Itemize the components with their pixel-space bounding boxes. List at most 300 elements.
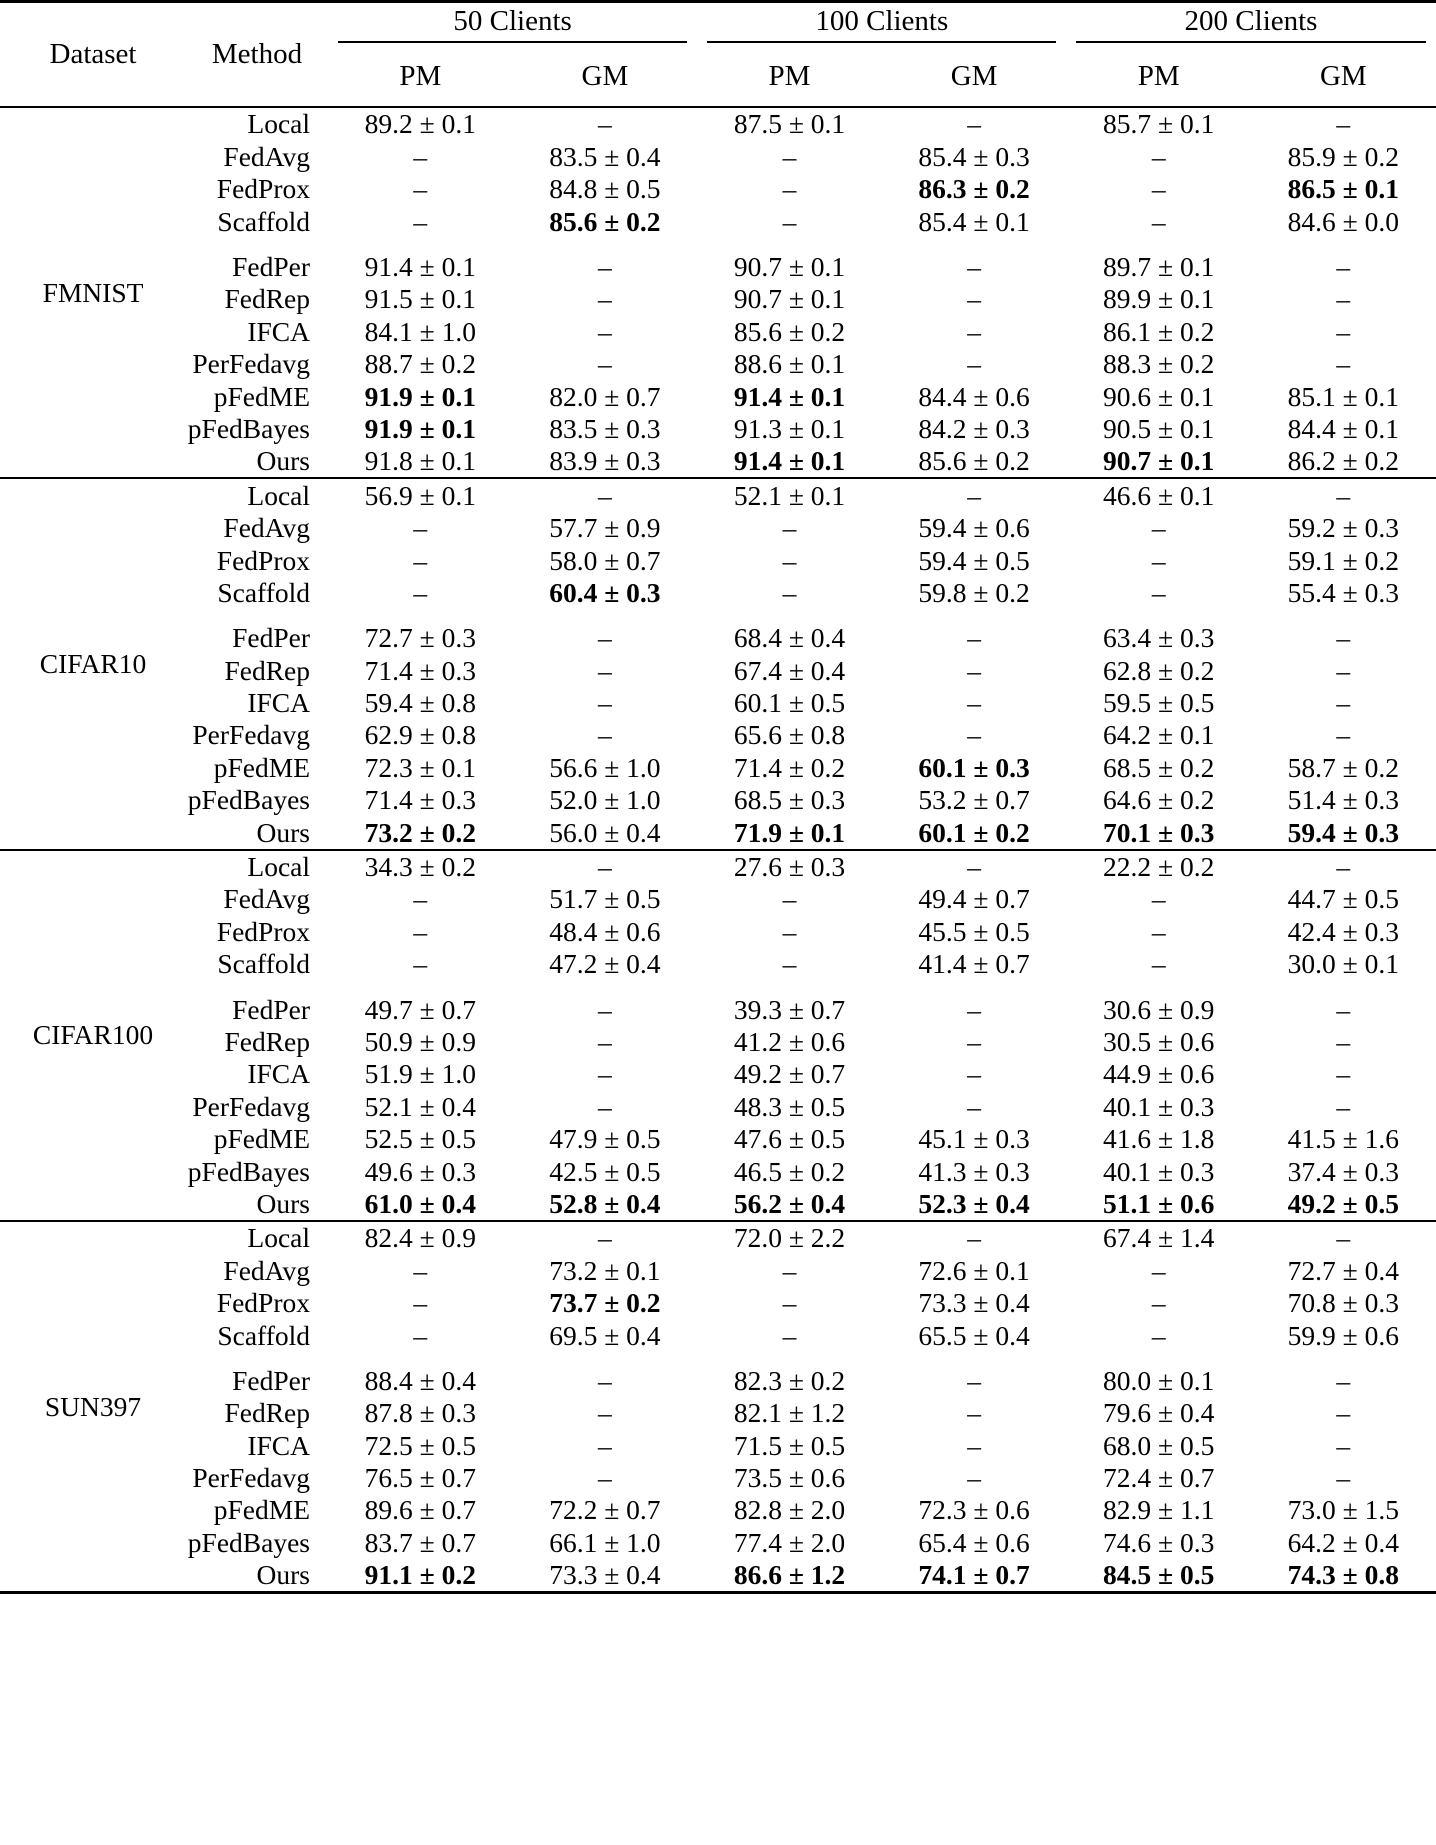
value-cell-empty: – (782, 948, 797, 980)
value-cell: 59.2 ± 0.3 (1287, 512, 1399, 544)
value-cell: 30.6 ± 0.9 (1103, 993, 1215, 1025)
value-cell: 56.2 ± 0.4 (733, 1187, 846, 1219)
column-header-method: Method (186, 2, 328, 108)
value-cell: 52.5 ± 0.5 (364, 1123, 476, 1155)
value-cell-empty: – (1336, 1058, 1351, 1090)
value-cell-empty: – (598, 1025, 612, 1057)
value-cell-empty: – (967, 1364, 981, 1396)
value-cell: 41.2 ± 0.6 (733, 1025, 846, 1057)
value-cell: 34.3 ± 0.2 (328, 850, 513, 883)
table-row (0, 576, 1436, 608)
value-cell: 84.4 ± 0.6 (918, 380, 1030, 412)
value-cell-empty: – (1336, 687, 1351, 719)
method-label: pFedME (213, 380, 310, 412)
value-cell-empty: – (1151, 1319, 1166, 1351)
value-cell: 72.3 ± 0.6 (918, 1494, 1030, 1526)
value-cell-empty: – (598, 1058, 612, 1090)
value-cell: 64.2 ± 0.1 (1103, 719, 1215, 751)
value-cell: 70.1 ± 0.3 (1103, 816, 1215, 848)
table-row (0, 1026, 1436, 1058)
value-cell-empty: – (967, 719, 981, 751)
value-cell: 68.5 ± 0.3 (733, 784, 846, 816)
value-cell-empty: – (1151, 948, 1166, 980)
value-cell: 88.3 ± 0.2 (1103, 348, 1215, 380)
value-cell: 85.7 ± 0.1 (1066, 107, 1251, 140)
value-cell-empty: – (1151, 205, 1166, 237)
value-cell: 91.9 ± 0.1 (364, 412, 476, 444)
value-cell: 64.6 ± 0.2 (1103, 784, 1215, 816)
value-cell: 71.4 ± 0.2 (733, 751, 846, 783)
value-cell: 68.5 ± 0.2 (1103, 751, 1215, 783)
method-label: Local (186, 1221, 328, 1254)
method-label: IFCA (247, 687, 310, 719)
value-cell: 60.1 ± 0.3 (918, 751, 1030, 783)
value-cell: 84.5 ± 0.5 (1103, 1559, 1215, 1591)
row-spacer-cell (186, 1351, 1436, 1364)
method-label: FedProx (216, 544, 310, 576)
value-cell: 69.5 ± 0.4 (549, 1319, 661, 1351)
value-cell: 71.9 ± 0.1 (733, 816, 846, 848)
value-cell: 76.5 ± 0.7 (364, 1462, 476, 1494)
value-cell: 41.4 ± 0.7 (918, 948, 1030, 980)
table-header (0, 2, 1436, 108)
method-label: FedRep (224, 283, 310, 315)
value-cell: 80.0 ± 0.1 (1103, 1364, 1215, 1396)
method-label: PerFedavg (192, 719, 310, 751)
value-cell: 91.5 ± 0.1 (364, 283, 476, 315)
table-row (0, 1188, 1436, 1221)
value-cell: 89.9 ± 0.1 (1103, 283, 1215, 315)
table-row (0, 687, 1436, 719)
value-cell-empty: – (598, 1462, 612, 1494)
value-cell: 73.3 ± 0.4 (918, 1287, 1030, 1319)
value-cell-empty: – (598, 348, 612, 380)
column-group-header-50-clients (328, 2, 697, 51)
table-row (0, 544, 1436, 576)
value-cell: 79.6 ± 0.4 (1103, 1397, 1215, 1429)
value-cell: 91.4 ± 0.1 (733, 380, 846, 412)
method-label: FedProx (216, 1287, 310, 1319)
value-cell-empty: – (598, 251, 612, 282)
table-row (0, 883, 1436, 915)
dataset-label-sun397: SUN397 (0, 1221, 186, 1591)
method-label: FedPer (232, 1364, 310, 1396)
table-row (0, 654, 1436, 686)
column-group-header-200-clients (1066, 2, 1435, 51)
value-cell-empty: – (882, 1221, 1067, 1254)
value-cell: 49.4 ± 0.7 (918, 883, 1030, 915)
table-row (0, 173, 1436, 205)
value-cell: 65.6 ± 0.8 (733, 719, 846, 751)
value-cell: 42.5 ± 0.5 (549, 1155, 661, 1187)
table-bottom-rule (0, 1591, 1436, 1593)
value-cell-empty: – (413, 883, 428, 915)
method-label: Local (186, 478, 328, 511)
value-cell: 68.0 ± 0.5 (1103, 1429, 1215, 1461)
value-cell: 37.4 ± 0.3 (1287, 1155, 1399, 1187)
value-cell: 46.6 ± 0.1 (1066, 478, 1251, 511)
value-cell: 85.6 ± 0.2 (549, 205, 661, 237)
value-cell-empty: – (782, 544, 797, 576)
value-cell: 82.4 ± 0.9 (328, 1221, 513, 1254)
method-label: FedRep (224, 1397, 310, 1429)
value-cell-empty: – (967, 1462, 981, 1494)
table-row (0, 1559, 1436, 1591)
value-cell: 72.4 ± 0.7 (1103, 1462, 1215, 1494)
value-cell-empty: – (413, 948, 428, 980)
value-cell: 83.7 ± 0.7 (364, 1526, 476, 1558)
row-spacer-cell (186, 238, 1436, 251)
value-cell: 82.1 ± 1.2 (733, 1397, 846, 1429)
value-cell: 67.4 ± 1.4 (1066, 1221, 1251, 1254)
value-cell: 91.4 ± 0.1 (364, 251, 476, 282)
value-cell: 52.3 ± 0.4 (918, 1187, 1030, 1219)
value-cell: 56.9 ± 0.1 (328, 478, 513, 511)
value-cell: 53.2 ± 0.7 (918, 784, 1030, 816)
value-cell: 70.8 ± 0.3 (1287, 1287, 1399, 1319)
value-cell: 84.4 ± 0.1 (1287, 412, 1399, 444)
value-cell-empty: – (413, 1319, 428, 1351)
table-row (0, 140, 1436, 172)
value-cell-empty: – (413, 1254, 428, 1286)
row-spacer (0, 609, 1436, 622)
value-cell: 91.4 ± 0.1 (733, 445, 846, 477)
value-cell-empty: – (967, 993, 981, 1025)
value-cell-empty: – (782, 205, 797, 237)
value-cell: 59.4 ± 0.8 (364, 687, 476, 719)
value-cell: 52.8 ± 0.4 (549, 1187, 661, 1219)
value-cell-empty: – (598, 1397, 612, 1429)
value-cell-empty: – (882, 850, 1067, 883)
value-cell: 49.7 ± 0.7 (364, 993, 476, 1025)
value-cell: 27.6 ± 0.3 (697, 850, 882, 883)
value-cell-empty: – (1336, 719, 1351, 751)
table-row (0, 1364, 1436, 1396)
value-cell-empty: – (967, 654, 981, 686)
value-cell: 51.4 ± 0.3 (1287, 784, 1399, 816)
column-header-dataset: Dataset (0, 2, 186, 108)
value-cell-empty: – (513, 850, 698, 883)
value-cell-empty: – (1151, 883, 1166, 915)
value-cell: 50.9 ± 0.9 (364, 1025, 476, 1057)
value-cell: 58.7 ± 0.2 (1287, 751, 1399, 783)
value-cell: 41.6 ± 1.8 (1103, 1123, 1215, 1155)
value-cell: 71.4 ± 0.3 (364, 654, 476, 686)
value-cell: 72.7 ± 0.4 (1287, 1254, 1399, 1286)
method-label: FedAvg (223, 512, 310, 544)
table-row (0, 1287, 1436, 1319)
table-row (0, 1526, 1436, 1558)
value-cell-empty: – (782, 883, 797, 915)
value-cell: 60.4 ± 0.3 (549, 576, 661, 608)
value-cell: 72.6 ± 0.1 (918, 1254, 1030, 1286)
value-cell-empty: – (967, 1025, 981, 1057)
column-header-200-gm: GM (1319, 59, 1367, 92)
method-label: pFedME (213, 1494, 310, 1526)
method-label: Scaffold (217, 576, 310, 608)
value-cell: 47.6 ± 0.5 (733, 1123, 846, 1155)
value-cell: 22.2 ± 0.2 (1066, 850, 1251, 883)
value-cell: 87.8 ± 0.3 (364, 1397, 476, 1429)
method-label: Scaffold (217, 205, 310, 237)
value-cell-empty: – (413, 915, 428, 947)
value-cell: 85.4 ± 0.3 (918, 140, 1030, 172)
value-cell-empty: – (782, 173, 797, 205)
value-cell-empty: – (598, 687, 612, 719)
value-cell: 62.8 ± 0.2 (1103, 654, 1215, 686)
value-cell: 86.2 ± 0.2 (1287, 445, 1399, 477)
table-row (0, 1462, 1436, 1494)
value-cell-empty: – (1336, 1025, 1351, 1057)
value-cell: 90.7 ± 0.1 (733, 251, 846, 282)
header-group-row (0, 2, 1436, 51)
group-label-200-clients: 200 Clients (1076, 7, 1425, 43)
method-label: pFedME (213, 1123, 310, 1155)
value-cell-empty: – (782, 1319, 797, 1351)
value-cell: 83.5 ± 0.4 (549, 140, 661, 172)
value-cell-empty: – (967, 348, 981, 380)
table-row (0, 948, 1436, 980)
value-cell: 73.2 ± 0.1 (549, 1254, 661, 1286)
column-header-100-pm: PM (768, 59, 811, 92)
value-cell: 71.4 ± 0.3 (364, 784, 476, 816)
row-spacer-cell (186, 609, 1436, 622)
value-cell: 73.5 ± 0.6 (733, 1462, 846, 1494)
value-cell: 72.3 ± 0.1 (364, 751, 476, 783)
value-cell-empty: – (1251, 850, 1436, 883)
value-cell: 65.5 ± 0.4 (918, 1319, 1030, 1351)
value-cell: 40.1 ± 0.3 (1103, 1090, 1215, 1122)
value-cell: 86.6 ± 1.2 (733, 1559, 846, 1591)
value-cell: 90.5 ± 0.1 (1103, 412, 1215, 444)
value-cell: 30.5 ± 0.6 (1103, 1025, 1215, 1057)
table-row (0, 751, 1436, 783)
method-label: FedRep (224, 1025, 310, 1057)
value-cell-empty: – (1151, 1287, 1166, 1319)
table-row (0, 413, 1436, 445)
value-cell: 86.3 ± 0.2 (918, 173, 1030, 205)
value-cell: 90.7 ± 0.1 (733, 283, 846, 315)
value-cell: 72.5 ± 0.5 (364, 1429, 476, 1461)
method-label: FedProx (216, 915, 310, 947)
value-cell: 68.4 ± 0.4 (733, 622, 846, 654)
value-cell: 59.9 ± 0.6 (1287, 1319, 1399, 1351)
table-row (0, 478, 1436, 511)
table-row (0, 1319, 1436, 1351)
value-cell: 57.7 ± 0.9 (549, 512, 661, 544)
value-cell-empty: – (413, 576, 428, 608)
value-cell: 39.3 ± 0.7 (733, 993, 846, 1025)
value-cell-empty: – (967, 687, 981, 719)
value-cell: 74.1 ± 0.7 (918, 1559, 1030, 1591)
method-label: PerFedavg (192, 1090, 310, 1122)
table-row (0, 107, 1436, 140)
value-cell-empty: – (1336, 622, 1351, 654)
row-spacer (0, 1351, 1436, 1364)
value-cell: 85.6 ± 0.2 (918, 445, 1030, 477)
method-label: pFedME (213, 751, 310, 783)
value-cell: 73.0 ± 1.5 (1287, 1494, 1399, 1526)
value-cell: 59.8 ± 0.2 (918, 576, 1030, 608)
method-label: FedAvg (223, 140, 310, 172)
value-cell: 88.7 ± 0.2 (364, 348, 476, 380)
value-cell: 85.9 ± 0.2 (1287, 140, 1399, 172)
value-cell: 49.2 ± 0.5 (1287, 1187, 1399, 1219)
value-cell: 73.7 ± 0.2 (549, 1287, 661, 1319)
value-cell: 52.1 ± 0.1 (697, 478, 882, 511)
table-row (0, 915, 1436, 947)
value-cell-empty: – (1251, 478, 1436, 511)
value-cell: 83.9 ± 0.3 (549, 445, 661, 477)
value-cell: 91.9 ± 0.1 (364, 380, 476, 412)
value-cell-empty: – (598, 315, 612, 347)
value-cell: 74.3 ± 0.8 (1287, 1559, 1399, 1591)
value-cell: 45.5 ± 0.5 (918, 915, 1030, 947)
method-label: FedProx (216, 173, 310, 205)
value-cell: 87.5 ± 0.1 (697, 107, 882, 140)
value-cell: 82.9 ± 1.1 (1103, 1494, 1215, 1526)
value-cell-empty: – (598, 993, 612, 1025)
method-label: PerFedavg (192, 348, 310, 380)
method-label: FedPer (232, 993, 310, 1025)
value-cell-empty: – (1336, 1462, 1351, 1494)
method-label: Local (186, 107, 328, 140)
value-cell: 59.4 ± 0.6 (918, 512, 1030, 544)
table-row (0, 205, 1436, 237)
table-row (0, 1221, 1436, 1254)
value-cell: 51.1 ± 0.6 (1103, 1187, 1215, 1219)
method-label: Ours (256, 1559, 310, 1591)
value-cell-empty: – (1251, 1221, 1436, 1254)
method-label: IFCA (247, 1429, 310, 1461)
dataset-label-cifar100: CIFAR100 (0, 850, 186, 1221)
value-cell: 61.0 ± 0.4 (364, 1187, 476, 1219)
table-row (0, 816, 1436, 849)
table-body (0, 107, 1436, 1593)
value-cell: 84.6 ± 0.0 (1287, 205, 1399, 237)
value-cell: 64.2 ± 0.4 (1287, 1526, 1399, 1558)
value-cell: 60.1 ± 0.2 (918, 816, 1030, 848)
value-cell: 41.3 ± 0.3 (918, 1155, 1030, 1187)
value-cell: 52.1 ± 0.4 (364, 1090, 476, 1122)
value-cell: 85.4 ± 0.1 (918, 205, 1030, 237)
value-cell: 44.9 ± 0.6 (1103, 1058, 1215, 1090)
method-label: IFCA (247, 1058, 310, 1090)
method-label: FedAvg (223, 883, 310, 915)
value-cell-empty: – (413, 140, 428, 172)
value-cell-empty: – (882, 107, 1067, 140)
value-cell-empty: – (598, 1364, 612, 1396)
value-cell: 91.8 ± 0.1 (364, 445, 476, 477)
value-cell-empty: – (1336, 1397, 1351, 1429)
value-cell: 62.9 ± 0.8 (364, 719, 476, 751)
value-cell: 83.5 ± 0.3 (549, 412, 661, 444)
value-cell: 71.5 ± 0.5 (733, 1429, 846, 1461)
value-cell: 48.4 ± 0.6 (549, 915, 661, 947)
value-cell-empty: – (1336, 251, 1351, 282)
table-row (0, 622, 1436, 654)
table-row (0, 784, 1436, 816)
value-cell-empty: – (598, 654, 612, 686)
value-cell: 66.1 ± 1.0 (549, 1526, 661, 1558)
value-cell: 85.1 ± 0.1 (1287, 380, 1399, 412)
value-cell-empty: – (598, 283, 612, 315)
value-cell: 74.6 ± 0.3 (1103, 1526, 1215, 1558)
method-label: pFedBayes (187, 1526, 310, 1558)
value-cell: 56.6 ± 1.0 (549, 751, 661, 783)
value-cell: 86.5 ± 0.1 (1287, 173, 1399, 205)
value-cell-empty: – (413, 512, 428, 544)
value-cell: 67.4 ± 0.4 (733, 654, 846, 686)
value-cell: 84.8 ± 0.5 (549, 173, 661, 205)
value-cell: 44.7 ± 0.5 (1287, 883, 1399, 915)
value-cell-empty: – (782, 576, 797, 608)
value-cell: 47.9 ± 0.5 (549, 1123, 661, 1155)
value-cell-empty: – (1151, 512, 1166, 544)
table-row (0, 512, 1436, 544)
column-header-50-pm: PM (399, 59, 442, 92)
value-cell-empty: – (1336, 993, 1351, 1025)
value-cell: 63.4 ± 0.3 (1103, 622, 1215, 654)
value-cell-empty: – (967, 1058, 981, 1090)
value-cell: 77.4 ± 2.0 (733, 1526, 846, 1558)
table-row (0, 850, 1436, 883)
value-cell: 59.4 ± 0.5 (918, 544, 1030, 576)
value-cell: 58.0 ± 0.7 (549, 544, 661, 576)
value-cell: 72.7 ± 0.3 (364, 622, 476, 654)
value-cell-empty: – (1151, 1254, 1166, 1286)
value-cell: 90.6 ± 0.1 (1103, 380, 1215, 412)
value-cell-empty: – (1336, 348, 1351, 380)
value-cell: 48.3 ± 0.5 (733, 1090, 846, 1122)
table-row (0, 251, 1436, 283)
value-cell: 59.4 ± 0.3 (1287, 816, 1399, 848)
table-row (0, 993, 1436, 1025)
method-label: Local (186, 850, 328, 883)
value-cell: 56.0 ± 0.4 (549, 816, 661, 848)
value-cell-empty: – (967, 622, 981, 654)
method-label: pFedBayes (187, 784, 310, 816)
dataset-label-fmnist: FMNIST (0, 107, 186, 478)
value-cell-empty: – (1336, 654, 1351, 686)
dataset-label-cifar10: CIFAR10 (0, 478, 186, 849)
method-label: FedPer (232, 251, 310, 282)
value-cell-empty: – (598, 719, 612, 751)
value-cell-empty: – (1336, 283, 1351, 315)
value-cell-empty: – (413, 173, 428, 205)
table-row (0, 1155, 1436, 1187)
method-label: PerFedavg (192, 1462, 310, 1494)
method-label: Ours (256, 445, 310, 477)
value-cell: 49.2 ± 0.7 (733, 1058, 846, 1090)
table-row (0, 283, 1436, 315)
table-row (0, 315, 1436, 347)
value-cell: 41.5 ± 1.6 (1287, 1123, 1399, 1155)
method-label: Scaffold (217, 1319, 310, 1351)
value-cell-empty: – (967, 283, 981, 315)
group-label-50-clients: 50 Clients (338, 7, 687, 43)
value-cell-empty: – (1336, 1364, 1351, 1396)
method-label: pFedBayes (187, 1155, 310, 1187)
table-row (0, 1123, 1436, 1155)
value-cell: 30.0 ± 0.1 (1287, 948, 1399, 980)
value-cell: 86.1 ± 0.2 (1103, 315, 1215, 347)
value-cell: 85.6 ± 0.2 (733, 315, 846, 347)
value-cell: 82.8 ± 2.0 (733, 1494, 846, 1526)
value-cell: 59.5 ± 0.5 (1103, 687, 1215, 719)
method-label: Ours (256, 1187, 310, 1219)
value-cell-empty: – (967, 1429, 981, 1461)
